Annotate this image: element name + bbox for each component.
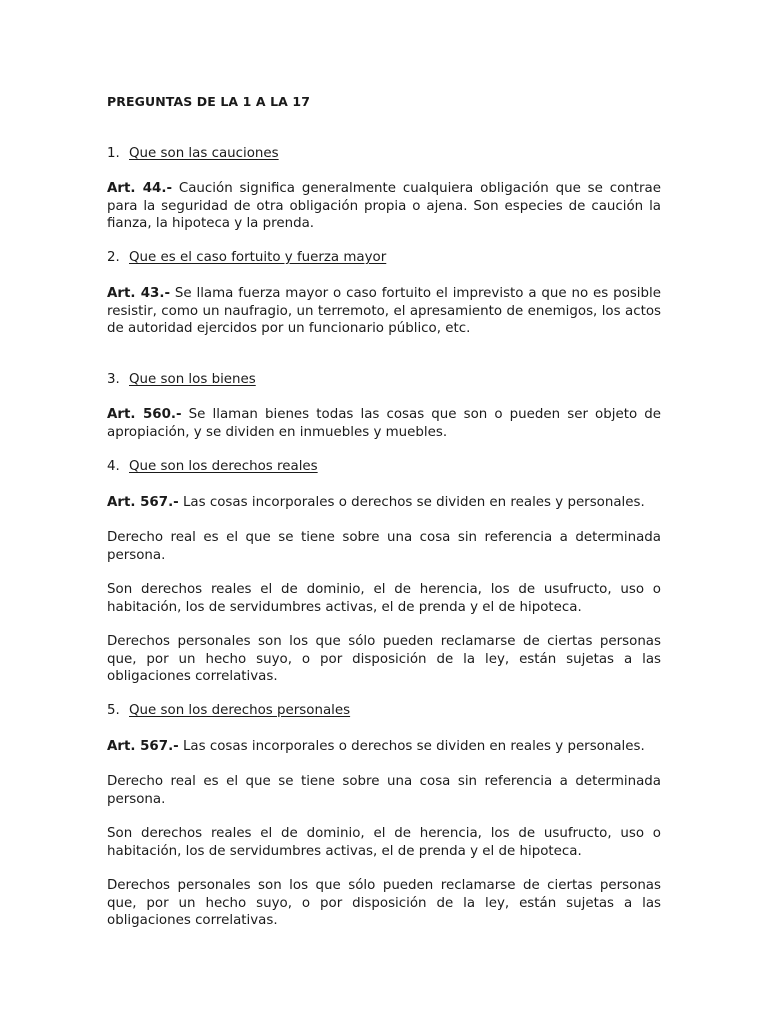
- question-1: [107, 146, 279, 161]
- paragraph-text: Derecho real es el que se tiene sobre una cosa sin referencia a determinada persona.: [107, 774, 661, 807]
- question-2: [107, 250, 386, 265]
- paragraph-text: Son derechos reales el de dominio, el de herencia, los de usufructo, uso o habitación, los de servidumbres activas, el de prenda y el de hipoteca.: [107, 826, 661, 859]
- question-5: [107, 703, 350, 718]
- question-number: 2.: [107, 250, 120, 265]
- question-4: [107, 459, 318, 474]
- article-reference: Art. 567.-: [107, 495, 179, 510]
- answer-paragraph: [107, 406, 661, 441]
- article-text: Se llama fuerza mayor o caso fortuito el imprevisto a que no es posible resistir, como un naufragio, un terremoto, el apresamiento de enemigos, los actos de autoridad ejercidos por un funcionario público, etc.: [107, 286, 661, 336]
- document-heading: PREGUNTAS DE LA 1 A LA 17: [107, 94, 311, 109]
- paragraph-text: Derechos personales son los que sólo pueden reclamarse de ciertas personas que, por un hecho suyo, o por disposición de la ley, están sujetas a las obligaciones correlativas.: [107, 634, 661, 684]
- article-text: Las cosas incorporales o derechos se dividen en reales y personales.: [178, 495, 645, 510]
- paragraph-text: Derechos personales son los que sólo pueden reclamarse de ciertas personas que, por un hecho suyo, o por disposición de la ley, están sujetas a las obligaciones correlativas.: [107, 878, 661, 928]
- article-reference: Art. 560.-: [107, 407, 182, 422]
- answer-paragraph: [107, 285, 661, 338]
- answer-paragraph: [107, 494, 661, 512]
- answer-paragraph: [107, 529, 661, 564]
- question-title: Que son los derechos personales: [129, 703, 351, 718]
- question-title: Que son los derechos reales: [129, 459, 318, 474]
- article-text: Caución significa generalmente cualquiera obligación que se contrae para la seguridad de otra obligación propia o ajena. Son especies de caución la fianza, la hipoteca y la prenda.: [107, 181, 661, 231]
- question-number: 4.: [107, 459, 120, 474]
- paragraph-text: Derecho real es el que se tiene sobre una cosa sin referencia a determinada persona.: [107, 530, 661, 563]
- article-text: Las cosas incorporales o derechos se dividen en reales y personales.: [178, 739, 645, 754]
- question-number: 3.: [107, 372, 120, 387]
- question-title: Que son los bienes: [129, 372, 256, 387]
- answer-paragraph: [107, 825, 661, 860]
- question-title: Que es el caso fortuito y fuerza mayor: [129, 250, 387, 265]
- answer-paragraph: [107, 581, 661, 616]
- article-text: Se llaman bienes todas las cosas que son o pueden ser objeto de apropiación, y se dividen en inmuebles y muebles.: [107, 407, 661, 440]
- answer-paragraph: [107, 180, 661, 233]
- question-3: [107, 372, 256, 387]
- answer-paragraph: [107, 773, 661, 808]
- answer-paragraph: [107, 738, 661, 756]
- answer-paragraph: [107, 877, 661, 930]
- article-reference: Art. 44.-: [107, 181, 173, 196]
- article-reference: Art. 43.-: [107, 286, 171, 301]
- question-number: 1.: [107, 146, 120, 161]
- question-number: 5.: [107, 703, 120, 718]
- paragraph-text: Son derechos reales el de dominio, el de herencia, los de usufructo, uso o habitación, los de servidumbres activas, el de prenda y el de hipoteca.: [107, 582, 661, 615]
- question-title: Que son las cauciones: [129, 146, 279, 161]
- article-reference: Art. 567.-: [107, 739, 179, 754]
- answer-paragraph: [107, 633, 661, 686]
